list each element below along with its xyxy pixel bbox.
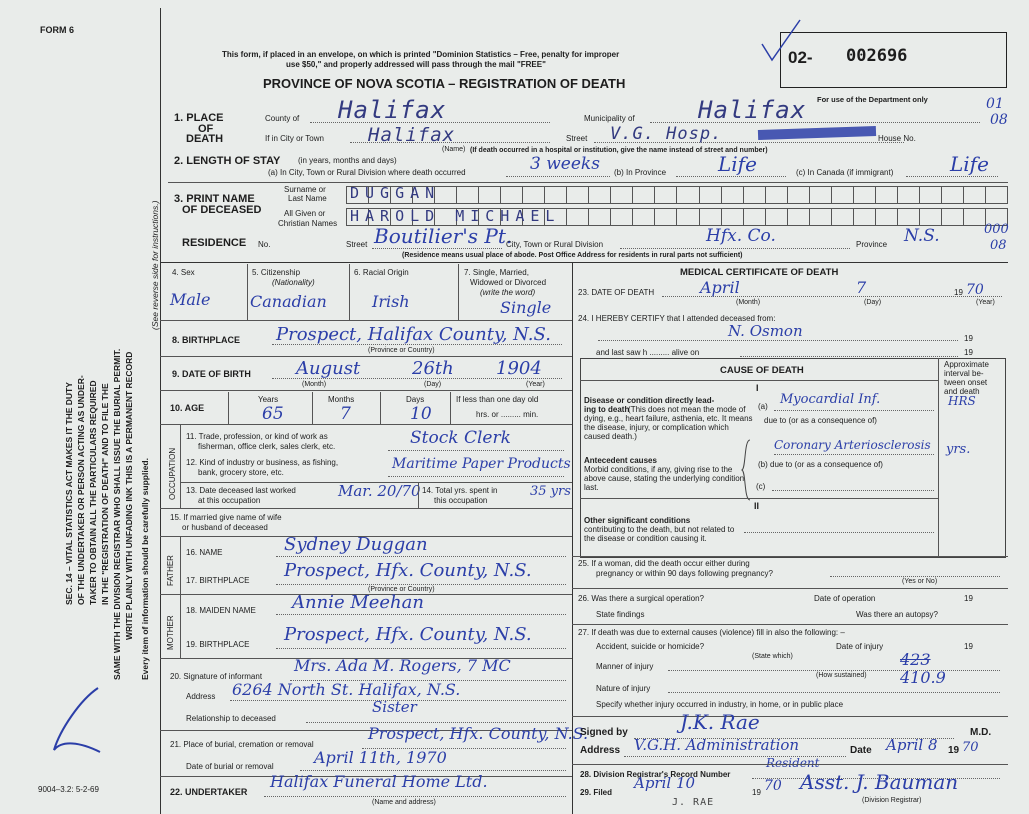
interval-label: Approximate — [944, 360, 989, 369]
medical-title: MEDICAL CERTIFICATE OF DEATH — [680, 267, 839, 278]
antecedent-text: Morbid conditions, if any, giving rise to the above cause, stating the underlying condition last. — [584, 465, 745, 492]
dob-month: August — [296, 358, 361, 379]
state-findings: State findings — [596, 610, 645, 619]
age-note: If less than one day old — [456, 395, 539, 404]
letter-box — [654, 208, 676, 226]
residence-note: (Residence means usual place of abode. Post Office Address for residents in rural parts not sufficient) — [402, 252, 743, 259]
address-value-med: V.G.H. Administration — [634, 736, 800, 754]
father-bp-value: Prospect, Hfx. County, N.S. — [284, 560, 532, 581]
cause-a-value: Myocardial Inf. — [780, 392, 881, 407]
industry-label-2: bank, grocery store, etc. — [198, 468, 284, 477]
checkmark — [756, 16, 806, 66]
state-which: (State which) — [752, 653, 793, 660]
date-label: Date — [850, 745, 872, 756]
cause-b-prefix: (b) — [758, 460, 768, 469]
dod-day-cap: (Day) — [864, 299, 882, 306]
header-notice-1: This form, if placed in an envelope, on which is printed "Dominion Statistics – Free, penalty for improper — [222, 50, 620, 59]
address-label: Address — [186, 692, 216, 701]
burial-date-label: Date of burial or removal — [186, 762, 274, 771]
letter-box — [941, 186, 963, 204]
last-saw-label: and last saw h ......... alive on — [596, 348, 700, 357]
letter-box — [919, 208, 941, 226]
attended-label: 24. I HEREBY CERTIFY that I attended deceased from: — [578, 314, 776, 323]
filed-value: April 10 — [634, 774, 696, 792]
racial-value: Irish — [372, 292, 410, 311]
county-value: Halifax — [338, 96, 447, 124]
roman-2: II — [754, 501, 760, 511]
city-value: Halifax — [368, 124, 456, 146]
dob-month-cap: (Month) — [302, 381, 327, 388]
residence-no: No. — [258, 240, 271, 249]
city-name-cap: (Name) — [442, 146, 466, 153]
letter-box — [875, 208, 897, 226]
residence-street-value: Boutilier's Pt. — [374, 224, 513, 248]
address-value: 6264 North St. Halifax, N.S. — [232, 680, 461, 699]
sex-value: Male — [170, 290, 211, 309]
code-4109: 410.9 — [900, 668, 946, 687]
q25b: pregnancy or within 90 days following pregnancy? — [596, 569, 773, 578]
side-text-6: WRITE PLAINLY WITH UNFADING INK THIS IS A PERMANENT RECORD — [124, 351, 134, 640]
letter-box — [610, 186, 632, 204]
marital-label: 7. Single, Married, — [464, 268, 529, 277]
code-b: 08 — [990, 112, 1008, 128]
dod-month-cap: (Month) — [736, 299, 761, 306]
dob-label: 9. DATE OF BIRTH — [172, 369, 251, 379]
birthplace-cap: (Province or Country) — [368, 347, 435, 354]
age-label: 10. AGE — [170, 403, 205, 413]
age-days: 10 — [410, 404, 432, 424]
burial-place-value: Prospect, Hfx. County, N.S. — [368, 724, 589, 743]
form-code: 9004–3.2: 5-2-69 — [38, 785, 99, 794]
crossed-out-text — [758, 126, 876, 140]
header-notice-2: use $50," and properly addressed will pass through the mail "FREE" — [286, 60, 546, 69]
specify: Specify whether injury occurred in industry, in home, or in public place — [596, 700, 844, 709]
dept-use: For use of the Department only — [817, 95, 928, 104]
side-text-8: (See reverse side for instructions.) — [150, 200, 160, 330]
residence-city-value: Hfx. Co. — [706, 226, 776, 246]
letter-box — [500, 186, 522, 204]
code-d: 08 — [990, 238, 1007, 253]
f3-label-2: OF DECEASED — [182, 204, 262, 216]
letter-box — [831, 186, 853, 204]
letter-box — [743, 186, 765, 204]
dob-day-cap: (Day) — [424, 381, 442, 388]
letter-box — [787, 208, 809, 226]
f2b-value: Life — [718, 152, 757, 176]
last-worked-value: Mar. 20/70 — [338, 482, 421, 500]
age-note-2: hrs. or ......... min. — [476, 410, 539, 419]
date-op: Date of operation — [814, 594, 876, 603]
disease-label-2: ing to death — [584, 405, 630, 414]
maiden-value: Annie Meehan — [292, 592, 424, 613]
side-text-2: OF THE UNDERTAKER OR PERSON ACTING AS UNDER- — [76, 375, 86, 605]
letter-box — [765, 186, 787, 204]
last-saw-19: 19 — [964, 348, 973, 357]
date-year: 70 — [962, 740, 979, 755]
industry-label: 12. Kind of industry or business, as fishing, — [186, 458, 339, 467]
letter-box — [743, 208, 765, 226]
cause-c-prefix: (c) — [756, 482, 766, 491]
mother-bp-label: 19. BIRTHPLACE — [186, 640, 250, 649]
citizenship-value: Canadian — [250, 292, 327, 311]
undertaker-cap: (Name and address) — [372, 799, 436, 806]
letter-box — [721, 186, 743, 204]
mother-bp-value: Prospect, Hfx. County, N.S. — [284, 624, 532, 645]
reg-prefix: 02- — [788, 48, 813, 67]
other-text: contributing to the death, but not related to the disease or condition causing it. — [584, 525, 735, 543]
letter-box — [632, 186, 654, 204]
undertaker-value: Halifax Funeral Home Ltd. — [270, 772, 488, 791]
letter-box — [787, 186, 809, 204]
letter-box — [853, 208, 875, 226]
mother-vlabel: MOTHER — [166, 615, 175, 650]
letter-box — [676, 186, 698, 204]
letter-box — [919, 186, 941, 204]
code-a: 01 — [986, 96, 1004, 112]
attended-19: 19 — [964, 334, 973, 343]
brace — [740, 438, 752, 502]
letter-box — [478, 186, 500, 204]
filed-year-prefix: 19 — [752, 788, 761, 797]
letter-box — [632, 208, 654, 226]
total-years-label: 14. Total yrs. spent in — [422, 486, 498, 495]
due-to-2: due to (or as a consequence of) — [770, 460, 883, 469]
f2a-label: (a) In City, Town or Rural Division where death occurred — [268, 168, 466, 177]
house-label: House No. — [878, 134, 916, 143]
nature: Nature of injury — [596, 684, 651, 693]
letter-box — [831, 208, 853, 226]
residence-label: RESIDENCE — [182, 237, 247, 249]
letter-box — [765, 208, 787, 226]
date-injury-19: 19 — [964, 642, 973, 651]
marital-label-3: (write the word) — [480, 288, 536, 297]
f2c-value: Life — [950, 152, 989, 176]
signed-label: Signed by — [580, 727, 628, 738]
margin-signature — [40, 680, 120, 770]
registrar-cap: (Division Registrar) — [862, 797, 922, 804]
last-worked-label-2: at this occupation — [198, 496, 261, 505]
dod-year-prefix: 19 — [954, 288, 963, 297]
street-value: V.G. Hosp. — [610, 124, 723, 144]
attended-value: N. Osmon — [728, 322, 803, 340]
f2-label: 2. LENGTH OF STAY — [174, 155, 281, 167]
given-value: HAROLD MICHAEL — [350, 207, 561, 225]
dod-year-cap: (Year) — [976, 299, 995, 306]
registrar-value: Asst. J. Bauman — [800, 770, 959, 794]
letter-box — [676, 208, 698, 226]
industry-value: Maritime Paper Products — [392, 456, 571, 472]
disease-label: Disease or condition directly lead- — [584, 396, 715, 405]
letter-box — [941, 208, 963, 226]
q29: 29. Filed — [580, 788, 613, 797]
birthplace-label: 8. BIRTHPLACE — [172, 335, 241, 345]
date-op-19: 19 — [964, 594, 973, 603]
residence-province-label: Province — [856, 240, 888, 249]
father-bp-cap: (Province or Country) — [368, 586, 435, 593]
residence-city-label: City, Town or Rural Division — [506, 240, 604, 249]
side-text-7: Every item of information should be carefully supplied. — [140, 458, 150, 680]
given-label: All Given or — [284, 209, 326, 218]
f2-sub: (in years, months and days) — [298, 156, 397, 165]
letter-box — [699, 186, 721, 204]
f2b-label: (b) In Province — [614, 168, 667, 177]
cause-b-value: Coronary Arteriosclerosis — [774, 438, 931, 452]
trade-value: Stock Clerk — [410, 428, 511, 448]
interval-label-4: and death — [944, 387, 980, 396]
interval-a: HRS — [948, 394, 976, 408]
form-label: FORM 6 — [40, 25, 75, 35]
f1-label-3: DEATH — [186, 133, 224, 145]
street-label: Street — [566, 134, 588, 143]
surname-label: Surname or — [284, 185, 326, 194]
f3-label: 3. PRINT NAME — [174, 193, 255, 205]
letter-box — [588, 186, 610, 204]
burial-date-value: April 11th, 1970 — [314, 748, 447, 767]
given-label-2: Christian Names — [278, 219, 338, 228]
trade-label: 11. Trade, profession, or kind of work as — [186, 432, 328, 441]
surname-value: DUGGAN — [350, 184, 441, 202]
accident: Accident, suicide or homicide? — [596, 642, 705, 651]
hospital-note: (If death occurred in a hospital or institution, give the name instead of street and number) — [470, 147, 768, 154]
disease-text: (This does not mean the mode of dying, e.g., heart failure, asthenia, etc. It means the disease, injury, or complication which caused death.) — [584, 405, 753, 441]
residence-street-label: Street — [346, 240, 368, 249]
father-bp-label: 17. BIRTHPLACE — [186, 576, 250, 585]
interval-b: yrs. — [946, 442, 971, 457]
f1-label: 1. PLACE — [174, 112, 224, 124]
q25: 25. If a woman, did the death occur either during — [578, 559, 750, 568]
spouse-label: 15. If married give name of wife — [170, 513, 282, 522]
interval-label-3: tween onset — [944, 378, 988, 387]
letter-box — [610, 208, 632, 226]
dob-day: 26th — [412, 358, 454, 379]
address-label-med: Address — [580, 745, 621, 756]
q26: 26. Was there a surgical operation? — [578, 594, 704, 603]
father-name-label: 16. NAME — [186, 548, 223, 557]
age-months: 7 — [340, 404, 351, 424]
undertaker-label: 22. UNDERTAKER — [170, 787, 248, 797]
roman-1: I — [756, 383, 759, 393]
form-title: PROVINCE OF NOVA SCOTIA – REGISTRATION OF DEATH — [263, 76, 626, 91]
marital-label-2: Widowed or Divorced — [470, 278, 547, 287]
municipality-value: Halifax — [698, 96, 807, 124]
antecedent-label: Antecedent causes — [584, 456, 657, 465]
relationship-label: Relationship to deceased — [186, 714, 276, 723]
letter-box — [897, 186, 919, 204]
due-to-1: due to (or as a consequence of) — [764, 416, 877, 425]
how-sustained: (How sustained) — [816, 672, 867, 679]
f2c-label: (c) In Canada (if immigrant) — [796, 168, 894, 177]
code-c: 000 — [984, 222, 1009, 237]
marital-value: Single — [500, 298, 552, 317]
informant-value: Mrs. Ada M. Rogers, 7 MC — [294, 656, 511, 675]
surname-boxes — [346, 186, 1008, 204]
cause-title: CAUSE OF DEATH — [720, 365, 804, 376]
date-injury: Date of injury — [836, 642, 884, 651]
signed-value: J.K. Rae — [680, 710, 760, 734]
birthplace-value: Prospect, Halifax County, N.S. — [276, 324, 551, 345]
side-text-1: SEC. 14 – VITAL STATISTICS ACT MAKES IT THE DUTY — [64, 382, 74, 605]
occupation-vlabel: OCCUPATION — [168, 447, 177, 500]
age-months-label: Months — [328, 395, 355, 404]
resident: Resident — [766, 756, 820, 770]
letter-box — [875, 186, 897, 204]
letter-box — [809, 208, 831, 226]
q28: 28. Division Registrar's Record Number — [580, 770, 731, 779]
age-years-label: Years — [258, 395, 279, 404]
filed-year: 70 — [764, 778, 782, 794]
yes-no: (Yes or No) — [902, 578, 938, 585]
date-year-prefix: 19 — [948, 745, 960, 756]
letter-box — [699, 208, 721, 226]
sex-label: 4. Sex — [172, 268, 195, 277]
maiden-label: 18. MAIDEN NAME — [186, 606, 256, 615]
father-name-value: Sydney Duggan — [284, 534, 428, 555]
side-text-4: IN THE "REGISTRATION OF DEATH" AND TO FILE THE — [100, 383, 110, 605]
dob-year: 1904 — [496, 358, 542, 379]
dob-year-cap: (Year) — [526, 381, 545, 388]
relationship-value: Sister — [372, 698, 417, 716]
left-margin-line — [160, 8, 161, 814]
age-days-label: Days — [406, 395, 425, 404]
code-423: 423 — [900, 650, 931, 669]
f2a-value: 3 weeks — [530, 154, 600, 174]
letter-box — [963, 208, 985, 226]
dod-year: 70 — [966, 282, 984, 298]
f1-label-2: OF — [198, 123, 214, 135]
letter-box — [566, 208, 588, 226]
date-value: April 8 — [886, 736, 938, 754]
letter-box — [522, 186, 544, 204]
letter-box — [963, 186, 985, 204]
city-label: If in City or Town — [265, 134, 324, 143]
letter-box — [985, 186, 1008, 204]
dod-day: 7 — [856, 278, 867, 297]
residence-province-value: N.S. — [904, 226, 940, 246]
citizenship-sub: (Nationality) — [272, 278, 315, 287]
last-worked-label: 13. Date deceased last worked — [186, 486, 296, 495]
burial-place-label: 21. Place of burial, cremation or removal — [170, 740, 314, 749]
side-text-3: TAKER TO OBTAIN ALL THE PARTICULARS REQUIRED — [88, 380, 98, 605]
letter-box — [721, 208, 743, 226]
letter-box — [588, 208, 610, 226]
interval-label-2: interval be- — [944, 369, 984, 378]
surname-label-2: Last Name — [288, 194, 327, 203]
age-years: 65 — [262, 404, 284, 424]
side-text-5: SAME WITH THE DIVISION REGISTRAR WHO SHALL ISSUE THE BURIAL PERMIT. — [112, 348, 122, 680]
letter-box — [853, 186, 875, 204]
letter-box — [809, 186, 831, 204]
letter-box — [566, 186, 588, 204]
letter-box — [897, 208, 919, 226]
manner: Manner of injury — [596, 662, 654, 671]
letter-box — [544, 186, 566, 204]
letter-box — [456, 186, 478, 204]
autopsy: Was there an autopsy? — [856, 610, 938, 619]
county-label: County of — [265, 114, 300, 123]
md: M.D. — [970, 727, 992, 738]
cause-a-prefix: (a) — [758, 402, 768, 411]
other-label: Other significant conditions — [584, 516, 691, 525]
q27: 27. If death was due to external causes (violence) fill in also the following: – — [578, 628, 845, 637]
spouse-label-2: or husband of deceased — [182, 523, 268, 532]
municipality-label: Municipality of — [584, 114, 635, 123]
informant-label: 20. Signature of informant — [170, 672, 263, 681]
father-vlabel: FATHER — [166, 555, 175, 586]
racial-label: 6. Racial Origin — [354, 268, 409, 277]
stamp-name: J. RAE — [672, 797, 715, 808]
dod-month: April — [700, 278, 740, 297]
reg-number: 002696 — [846, 46, 908, 66]
trade-label-2: fisherman, office clerk, sales clerk, etc. — [198, 442, 336, 451]
total-years-label-2: this occupation — [434, 496, 488, 505]
citizenship-label: 5. Citizenship — [252, 268, 301, 277]
letter-box — [654, 186, 676, 204]
dod-label: 23. DATE OF DEATH — [578, 288, 655, 297]
total-years-value: 35 yrs — [530, 484, 571, 499]
